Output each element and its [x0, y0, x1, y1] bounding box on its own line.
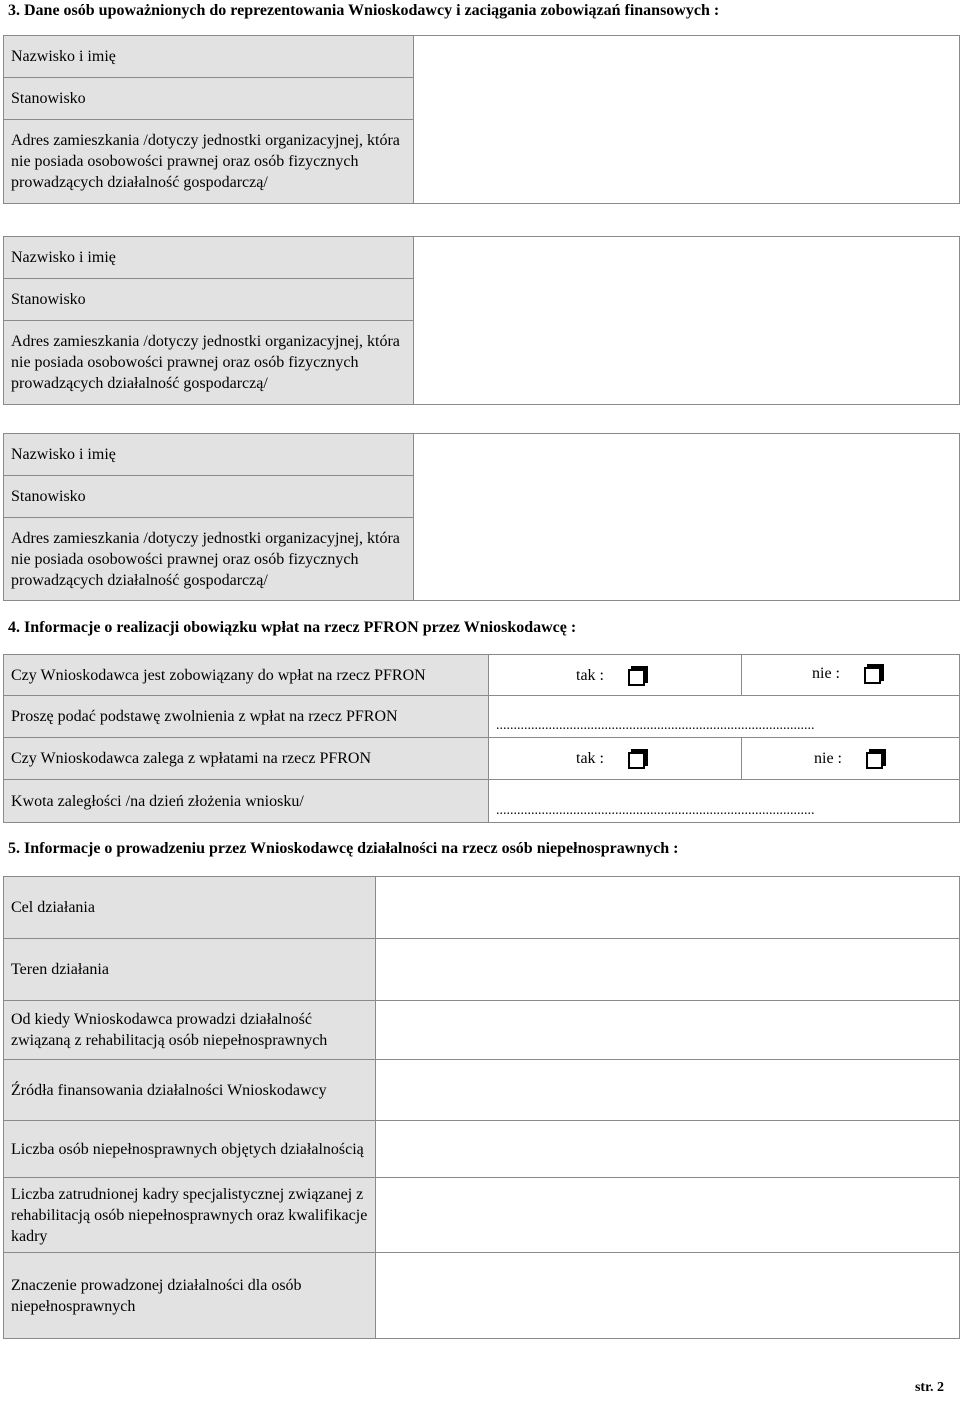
arrears-yes-option[interactable]	[489, 738, 742, 780]
yes-label: tak :	[576, 666, 604, 684]
since-when-label: Od kiedy Wnioskodawca prowadzi działalność związaną z rehabilitacją osób niepełnosprawnych	[4, 1001, 376, 1060]
section-5-title: 5. Informacje o prowadzeniu przez Wnioskodawcę działalności na rzecz osób niepełnosprawnych :	[8, 840, 679, 857]
area-label: Teren działania	[4, 939, 376, 1001]
section-4-title: 4. Informacje o realizacji obowiązku wpłat na rzecz PFRON przez Wnioskodawcę :	[8, 619, 577, 636]
beneficiaries-count-field[interactable]	[376, 1121, 960, 1178]
arrears-yes-checkbox[interactable]	[628, 752, 645, 769]
name-label: Nazwisko i imię	[4, 237, 414, 279]
address-label: Adres zamieszkania /dotyczy jednostki organizacyjnej, która nie posiada osobowości prawnej oraz osób fizycznych prowadzących działalność gospodarczą/	[4, 518, 414, 601]
address-label: Adres zamieszkania /dotyczy jednostki organizacyjnej, która nie posiada osobowości prawnej oraz osób fizycznych prowadzących działalność gospodarczą/	[4, 120, 414, 204]
address-label: Adres zamieszkania /dotyczy jednostki organizacyjnej, która nie posiada osobowości prawnej oraz osób fizycznych prowadzących działalność gospodarczą/	[4, 321, 414, 405]
importance-label: Znaczenie prowadzonej działalności dla osób niepełnosprawnych	[4, 1253, 376, 1339]
section-3-title: 3. Dane osób upoważnionych do reprezentowania Wnioskodawcy i zaciągania zobowiązań finansowych :	[8, 2, 720, 19]
staff-count-field[interactable]	[376, 1178, 960, 1253]
position-label: Stanowisko	[4, 78, 414, 120]
since-when-field[interactable]	[376, 1001, 960, 1060]
representative-1-value-field[interactable]	[414, 36, 960, 204]
goal-label: Cel działania	[4, 877, 376, 939]
exemption-basis-question: Proszę podać podstawę zwolnienia z wpłat na rzecz PFRON	[4, 696, 489, 738]
obligated-no-option[interactable]	[742, 655, 960, 696]
importance-field[interactable]	[376, 1253, 960, 1339]
position-label: Stanowisko	[4, 476, 414, 518]
dotted-line: ...........................................................................................	[496, 803, 815, 818]
yes-label: tak :	[576, 750, 604, 767]
obligated-yes-option[interactable]	[489, 655, 742, 696]
dotted-line: ...........................................................................................	[496, 718, 815, 733]
no-label: nie :	[814, 750, 842, 767]
obligated-no-checkbox[interactable]	[864, 667, 881, 684]
funding-sources-label: Źródła finansowania działalności Wnioskodawcy	[4, 1060, 376, 1121]
pfron-obligated-question: Czy Wnioskodawca jest zobowiązany do wpłat na rzecz PFRON	[4, 655, 489, 696]
representative-block-1	[3, 35, 960, 204]
representative-block-3	[3, 433, 960, 601]
beneficiaries-count-label: Liczba osób niepełnosprawnych objętych działalnością	[4, 1121, 376, 1178]
staff-count-label: Liczba zatrudnionej kadry specjalistycznej związanej z rehabilitacją osób niepełnosprawnych oraz kwalifikacje kadry	[4, 1178, 376, 1253]
no-label: nie :	[812, 665, 840, 682]
position-label: Stanowisko	[4, 279, 414, 321]
page-number: str. 2	[914, 1380, 944, 1395]
obligated-yes-checkbox[interactable]	[628, 669, 645, 686]
arrears-question: Czy Wnioskodawca zalega z wpłatami na rzecz PFRON	[4, 738, 489, 780]
funding-sources-field[interactable]	[376, 1060, 960, 1121]
representative-2-value-field[interactable]	[414, 237, 960, 405]
area-field[interactable]	[376, 939, 960, 1001]
representative-block-2	[3, 236, 960, 405]
arrears-no-option[interactable]	[742, 738, 960, 780]
arrears-no-checkbox[interactable]	[866, 752, 883, 769]
arrears-amount-field[interactable]	[489, 780, 960, 823]
goal-field[interactable]	[376, 877, 960, 939]
exemption-basis-field[interactable]	[489, 696, 960, 738]
representative-3-value-field[interactable]	[414, 434, 960, 601]
pfron-table	[3, 654, 960, 823]
arrears-amount-question: Kwota zaległości /na dzień złożenia wniosku/	[4, 780, 489, 823]
name-label: Nazwisko i imię	[4, 434, 414, 476]
activity-table	[3, 876, 960, 1339]
name-label: Nazwisko i imię	[4, 36, 414, 78]
